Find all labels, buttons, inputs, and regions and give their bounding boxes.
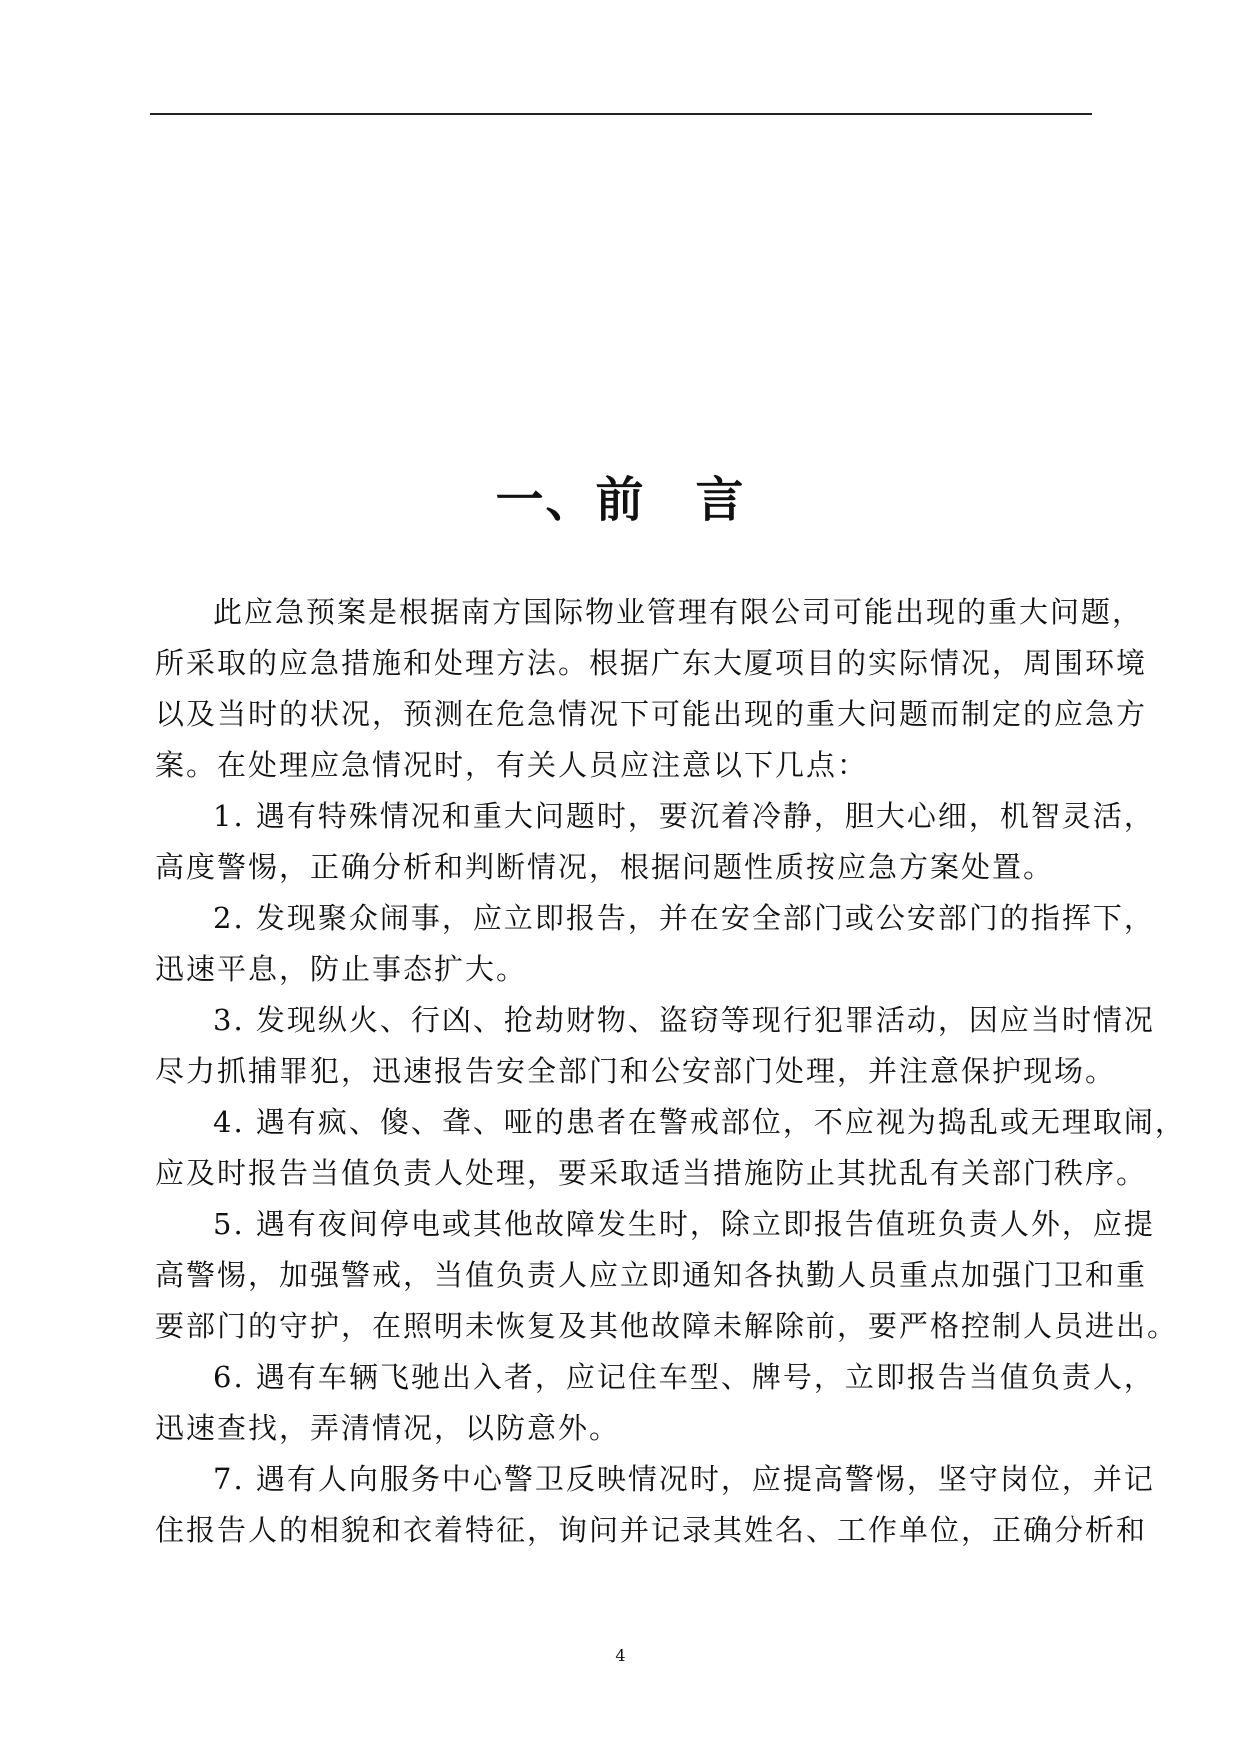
text-line: 以及当时的状况，预测在危急情况下可能出现的重大问题而制定的应急方 (155, 697, 1148, 731)
text-line: 3. 发现纵火、行凶、抢劫财物、盗窃等现行犯罪活动，因应当时情况 (213, 1003, 1155, 1037)
text-line: 住报告人的相貌和衣着特征，询问并记录其姓名、工作单位，正确分析和 (155, 1513, 1148, 1547)
text-line: 迅速查找，弄清情况，以防意外。 (155, 1411, 621, 1445)
text-line: 4. 遇有疯、傻、聋、哑的患者在警戒部位，不应视为捣乱或无理取闹， (213, 1105, 1186, 1139)
text-line: 要部门的守护，在照明未恢复及其他故障未解除前，要严格控制人员进出。 (155, 1309, 1179, 1343)
text-line: 5. 遇有夜间停电或其他故障发生时，除立即报告值班负责人外，应提 (213, 1207, 1155, 1241)
text-line: 尽力抓捕罪犯，迅速报告安全部门和公安部门处理，并注意保护现场。 (155, 1054, 1117, 1088)
header-rule (150, 113, 1092, 115)
text-line: 此应急预案是根据南方国际物业管理有限公司可能出现的重大问题， (213, 595, 1144, 629)
section-title: 一、前 言 (495, 472, 746, 528)
text-line: 高度警惕，正确分析和判断情况，根据问题性质按应急方案处置。 (155, 850, 1055, 884)
text-line: 6. 遇有车辆飞驰出入者，应记住车型、牌号，立即报告当值负责人， (213, 1360, 1155, 1394)
text-line: 案。在处理应急情况时，有关人员应注意以下几点： (155, 748, 869, 782)
body-text (155, 587, 1186, 1556)
text-line: 7. 遇有人向服务中心警卫反映情况时，应提高警惕，坚守岗位，并记 (213, 1462, 1155, 1496)
text-line: 迅速平息，防止事态扩大。 (155, 952, 528, 986)
text-line: 高警惕，加强警戒，当值负责人应立即通知各执勤人员重点加强门卫和重 (155, 1258, 1148, 1292)
text-line: 2. 发现聚众闹事，应立即报告，并在安全部门或公安部门的指挥下， (213, 901, 1155, 935)
text-line: 应及时报告当值负责人处理，要采取适当措施防止其扰乱有关部门秩序。 (155, 1156, 1148, 1190)
text-line: 所采取的应急措施和处理方法。根据广东大厦项目的实际情况，周围环境 (155, 646, 1148, 680)
text-line: 1. 遇有特殊情况和重大问题时，要沉着冷静，胆大心细，机智灵活， (213, 799, 1155, 833)
page-number: 4 (615, 1646, 626, 1665)
